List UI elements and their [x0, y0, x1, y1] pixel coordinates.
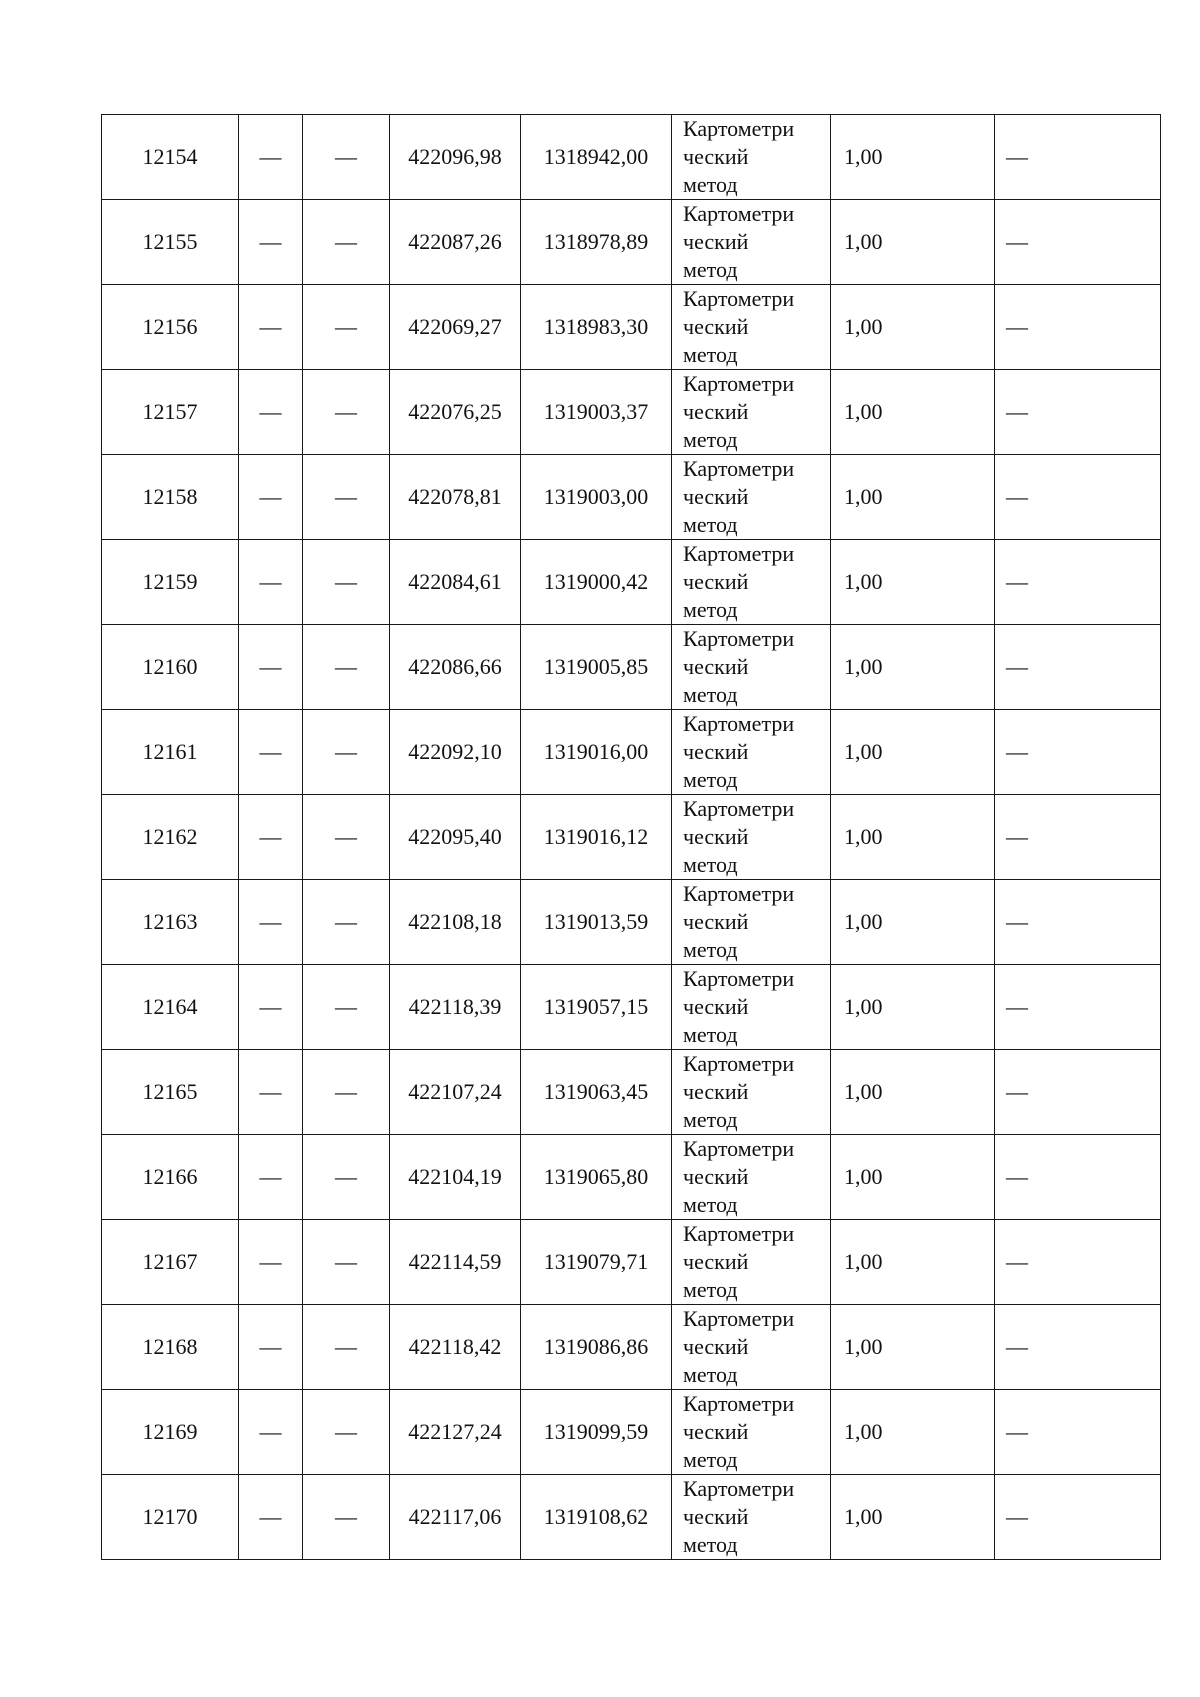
empty-value-cell: —	[995, 625, 1161, 710]
empty-value-cell: —	[303, 1135, 390, 1220]
method-cell: Картометри ческий метод	[672, 540, 831, 625]
y-coordinate-cell: 1319065,80	[521, 1135, 672, 1220]
empty-value-cell: —	[995, 1135, 1161, 1220]
y-coordinate-cell: 1318942,00	[521, 115, 672, 200]
y-coordinate-cell: 1319079,71	[521, 1220, 672, 1305]
error-value-cell: 1,00	[831, 200, 995, 285]
empty-value-cell: —	[995, 1220, 1161, 1305]
empty-value-cell: —	[239, 115, 303, 200]
point-number-cell: 12167	[102, 1220, 239, 1305]
empty-value-cell: —	[303, 115, 390, 200]
empty-value-cell: —	[239, 1390, 303, 1475]
y-coordinate-cell: 1319000,42	[521, 540, 672, 625]
method-cell: Картометри ческий метод	[672, 795, 831, 880]
error-value-cell: 1,00	[831, 710, 995, 795]
table-row	[102, 625, 1161, 710]
y-coordinate-cell: 1319108,62	[521, 1475, 672, 1560]
point-number-cell: 12166	[102, 1135, 239, 1220]
empty-value-cell: —	[995, 1305, 1161, 1390]
table-row	[102, 965, 1161, 1050]
x-coordinate-cell: 422127,24	[390, 1390, 521, 1475]
empty-value-cell: —	[303, 1475, 390, 1560]
y-coordinate-cell: 1319086,86	[521, 1305, 672, 1390]
method-cell: Картометри ческий метод	[672, 1050, 831, 1135]
point-number-cell: 12160	[102, 625, 239, 710]
empty-value-cell: —	[239, 1050, 303, 1135]
table-row	[102, 1050, 1161, 1135]
y-coordinate-cell: 1319016,12	[521, 795, 672, 880]
x-coordinate-cell: 422118,39	[390, 965, 521, 1050]
x-coordinate-cell: 422086,66	[390, 625, 521, 710]
table-row	[102, 795, 1161, 880]
x-coordinate-cell: 422108,18	[390, 880, 521, 965]
empty-value-cell: —	[239, 625, 303, 710]
table-row	[102, 710, 1161, 795]
x-coordinate-cell: 422107,24	[390, 1050, 521, 1135]
x-coordinate-cell: 422087,26	[390, 200, 521, 285]
empty-value-cell: —	[995, 710, 1161, 795]
table-row	[102, 200, 1161, 285]
empty-value-cell: —	[995, 285, 1161, 370]
point-number-cell: 12154	[102, 115, 239, 200]
point-number-cell: 12169	[102, 1390, 239, 1475]
method-cell: Картометри ческий метод	[672, 625, 831, 710]
empty-value-cell: —	[303, 540, 390, 625]
x-coordinate-cell: 422076,25	[390, 370, 521, 455]
error-value-cell: 1,00	[831, 965, 995, 1050]
error-value-cell: 1,00	[831, 1390, 995, 1475]
x-coordinate-cell: 422096,98	[390, 115, 521, 200]
table-row	[102, 1305, 1161, 1390]
method-cell: Картометри ческий метод	[672, 200, 831, 285]
error-value-cell: 1,00	[831, 1220, 995, 1305]
method-cell: Картометри ческий метод	[672, 965, 831, 1050]
empty-value-cell: —	[995, 540, 1161, 625]
table-row	[102, 115, 1161, 200]
empty-value-cell: —	[995, 200, 1161, 285]
table-row	[102, 455, 1161, 540]
empty-value-cell: —	[303, 1390, 390, 1475]
y-coordinate-cell: 1319013,59	[521, 880, 672, 965]
empty-value-cell: —	[303, 1220, 390, 1305]
empty-value-cell: —	[303, 1050, 390, 1135]
empty-value-cell: —	[239, 1305, 303, 1390]
empty-value-cell: —	[239, 455, 303, 540]
x-coordinate-cell: 422084,61	[390, 540, 521, 625]
y-coordinate-cell: 1319003,37	[521, 370, 672, 455]
empty-value-cell: —	[239, 1220, 303, 1305]
x-coordinate-cell: 422117,06	[390, 1475, 521, 1560]
table-row	[102, 880, 1161, 965]
error-value-cell: 1,00	[831, 1135, 995, 1220]
point-number-cell: 12161	[102, 710, 239, 795]
empty-value-cell: —	[995, 455, 1161, 540]
empty-value-cell: —	[303, 965, 390, 1050]
point-number-cell: 12159	[102, 540, 239, 625]
empty-value-cell: —	[995, 1390, 1161, 1475]
table-body	[102, 115, 1161, 1560]
empty-value-cell: —	[303, 200, 390, 285]
method-cell: Картометри ческий метод	[672, 115, 831, 200]
error-value-cell: 1,00	[831, 1305, 995, 1390]
empty-value-cell: —	[303, 710, 390, 795]
point-number-cell: 12163	[102, 880, 239, 965]
error-value-cell: 1,00	[831, 370, 995, 455]
method-cell: Картометри ческий метод	[672, 1305, 831, 1390]
method-cell: Картометри ческий метод	[672, 710, 831, 795]
error-value-cell: 1,00	[831, 455, 995, 540]
point-number-cell: 12156	[102, 285, 239, 370]
empty-value-cell: —	[995, 965, 1161, 1050]
empty-value-cell: —	[995, 880, 1161, 965]
point-number-cell: 12165	[102, 1050, 239, 1135]
y-coordinate-cell: 1319016,00	[521, 710, 672, 795]
table-row	[102, 1390, 1161, 1475]
error-value-cell: 1,00	[831, 625, 995, 710]
x-coordinate-cell: 422104,19	[390, 1135, 521, 1220]
empty-value-cell: —	[239, 1475, 303, 1560]
point-number-cell: 12158	[102, 455, 239, 540]
empty-value-cell: —	[239, 880, 303, 965]
error-value-cell: 1,00	[831, 880, 995, 965]
empty-value-cell: —	[303, 370, 390, 455]
empty-value-cell: —	[995, 115, 1161, 200]
method-cell: Картометри ческий метод	[672, 1390, 831, 1475]
table-row	[102, 1475, 1161, 1560]
error-value-cell: 1,00	[831, 285, 995, 370]
table-row	[102, 1220, 1161, 1305]
empty-value-cell: —	[303, 285, 390, 370]
y-coordinate-cell: 1319057,15	[521, 965, 672, 1050]
x-coordinate-cell: 422114,59	[390, 1220, 521, 1305]
method-cell: Картометри ческий метод	[672, 285, 831, 370]
table-row	[102, 1135, 1161, 1220]
empty-value-cell: —	[239, 285, 303, 370]
empty-value-cell: —	[303, 455, 390, 540]
y-coordinate-cell: 1319099,59	[521, 1390, 672, 1475]
empty-value-cell: —	[303, 880, 390, 965]
empty-value-cell: —	[995, 370, 1161, 455]
table-row	[102, 370, 1161, 455]
empty-value-cell: —	[303, 625, 390, 710]
x-coordinate-cell: 422078,81	[390, 455, 521, 540]
empty-value-cell: —	[239, 710, 303, 795]
empty-value-cell: —	[995, 1475, 1161, 1560]
x-coordinate-cell: 422118,42	[390, 1305, 521, 1390]
coordinates-table	[101, 114, 1161, 1560]
empty-value-cell: —	[239, 1135, 303, 1220]
empty-value-cell: —	[239, 965, 303, 1050]
table-row	[102, 285, 1161, 370]
x-coordinate-cell: 422092,10	[390, 710, 521, 795]
error-value-cell: 1,00	[831, 1050, 995, 1135]
point-number-cell: 12155	[102, 200, 239, 285]
point-number-cell: 12164	[102, 965, 239, 1050]
y-coordinate-cell: 1318978,89	[521, 200, 672, 285]
y-coordinate-cell: 1319005,85	[521, 625, 672, 710]
method-cell: Картометри ческий метод	[672, 880, 831, 965]
point-number-cell: 12168	[102, 1305, 239, 1390]
empty-value-cell: —	[995, 795, 1161, 880]
y-coordinate-cell: 1318983,30	[521, 285, 672, 370]
error-value-cell: 1,00	[831, 115, 995, 200]
y-coordinate-cell: 1319003,00	[521, 455, 672, 540]
x-coordinate-cell: 422069,27	[390, 285, 521, 370]
empty-value-cell: —	[239, 370, 303, 455]
method-cell: Картометри ческий метод	[672, 1475, 831, 1560]
empty-value-cell: —	[239, 200, 303, 285]
method-cell: Картометри ческий метод	[672, 455, 831, 540]
point-number-cell: 12157	[102, 370, 239, 455]
method-cell: Картометри ческий метод	[672, 1135, 831, 1220]
point-number-cell: 12162	[102, 795, 239, 880]
y-coordinate-cell: 1319063,45	[521, 1050, 672, 1135]
error-value-cell: 1,00	[831, 540, 995, 625]
empty-value-cell: —	[239, 540, 303, 625]
empty-value-cell: —	[995, 1050, 1161, 1135]
x-coordinate-cell: 422095,40	[390, 795, 521, 880]
point-number-cell: 12170	[102, 1475, 239, 1560]
empty-value-cell: —	[239, 795, 303, 880]
table-row	[102, 540, 1161, 625]
empty-value-cell: —	[303, 795, 390, 880]
error-value-cell: 1,00	[831, 795, 995, 880]
empty-value-cell: —	[303, 1305, 390, 1390]
method-cell: Картометри ческий метод	[672, 370, 831, 455]
method-cell: Картометри ческий метод	[672, 1220, 831, 1305]
error-value-cell: 1,00	[831, 1475, 995, 1560]
